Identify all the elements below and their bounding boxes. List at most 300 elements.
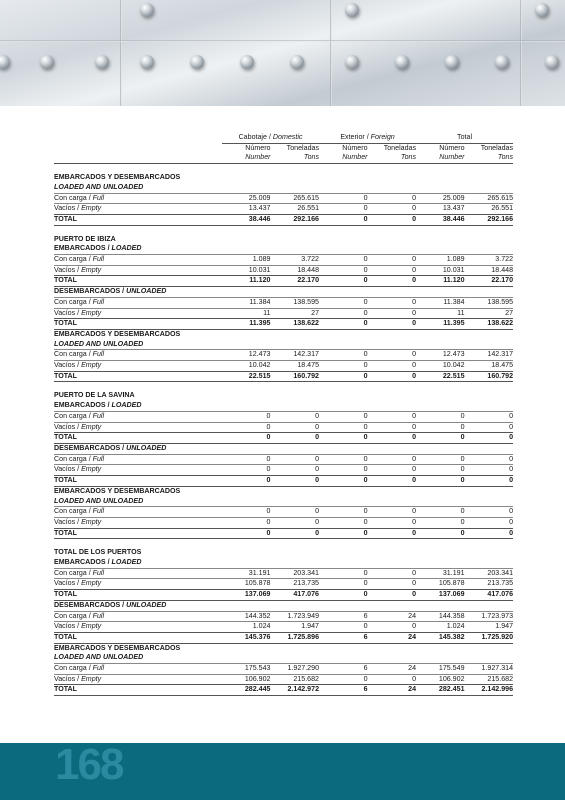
cell-value: 417.076 [465,590,514,601]
row-label: TOTAL [54,276,222,287]
total-row [54,371,513,382]
table-row [54,361,513,372]
section-heading-row [54,235,513,245]
section-heading: EMBARCADOS Y DESEMBARCADOS [54,173,181,182]
cell-value: 11.395 [222,319,271,330]
cell-value: 11.384 [416,297,465,308]
cell-value: 203.341 [465,568,514,579]
cell-value: 11.120 [222,276,271,287]
table-body [54,173,513,696]
cell-value: 0 [319,465,368,476]
cell-value: 0 [271,528,320,539]
cell-value: 175.549 [416,664,465,675]
section-heading: EMBARCADOS / LOADED [54,401,142,410]
col-header: Toneladas [383,143,417,152]
col-header: Toneladas [286,143,320,152]
cell-value: 0 [368,590,417,601]
cell-value: 31.191 [416,568,465,579]
row-label: Vacíos / Empty [54,422,222,433]
cell-value: 0 [416,411,465,422]
cell-value: 6 [319,632,368,643]
table-row [54,193,513,204]
cell-value: 0 [319,454,368,465]
cell-value: 0 [368,568,417,579]
cell-value: 282.451 [416,685,465,696]
col-header-en: Number [222,153,271,163]
cell-value: 0 [319,517,368,528]
cell-value: 0 [416,528,465,539]
total-row [54,685,513,696]
cell-value: 213.735 [465,579,514,590]
cell-value: 31.191 [222,568,271,579]
cell-value: 0 [319,276,368,287]
cell-value: 0 [319,371,368,382]
cell-value: 11.384 [222,297,271,308]
cell-value: 0 [368,255,417,266]
table-row [54,465,513,476]
rivet-icon [545,55,559,69]
cell-value: 0 [319,214,368,225]
rivet-icon [190,55,204,69]
total-row [54,319,513,330]
cell-value: 0 [465,465,514,476]
cell-value: 0 [319,674,368,685]
cell-value: 6 [319,664,368,675]
spacer-row [54,382,513,392]
section-heading-row [54,391,513,401]
row-label: Vacíos / Empty [54,579,222,590]
cell-value: 105.878 [222,579,271,590]
cell-value: 24 [368,664,417,675]
table-row [54,517,513,528]
row-label: Con carga / Full [54,664,222,675]
section-heading-row [54,548,513,558]
cell-value: 1.947 [465,622,514,633]
cell-value: 0 [319,422,368,433]
cell-value: 0 [319,193,368,204]
cell-value: 138.595 [271,297,320,308]
table-row [54,568,513,579]
cell-value: 0 [465,433,514,444]
col-header-en: Number [416,153,465,163]
cell-value: 0 [368,319,417,330]
rivet-icon [0,55,10,69]
cell-value: 3.722 [465,255,514,266]
total-row [54,476,513,487]
section-heading: EMBARCADOS / LOADED [54,558,142,567]
cell-value: 0 [319,590,368,601]
cell-value: 0 [271,465,320,476]
cell-value: 26.551 [465,204,514,215]
cell-value: 11.395 [416,319,465,330]
col-header-en: Tons [465,153,514,163]
cell-value: 0 [271,433,320,444]
cell-value: 0 [271,517,320,528]
cell-value: 0 [319,361,368,372]
row-label: TOTAL [54,371,222,382]
statistics-table-container [54,133,513,696]
section-heading-row [54,340,513,350]
cell-value: 0 [416,433,465,444]
section-heading-row [54,443,513,454]
table-row [54,611,513,622]
cell-value: 13.437 [222,204,271,215]
section-heading-row [54,244,513,254]
table-row [54,204,513,215]
row-label: Con carga / Full [54,411,222,422]
row-label: Vacíos / Empty [54,465,222,476]
cell-value: 0 [319,265,368,276]
cell-value: 0 [319,568,368,579]
cell-value: 138.595 [465,297,514,308]
total-row [54,433,513,444]
cell-value: 0 [319,528,368,539]
table-row [54,255,513,266]
rivet-icon [495,55,509,69]
cell-value: 0 [368,422,417,433]
cell-value: 10.031 [222,265,271,276]
cell-value: 0 [368,276,417,287]
cell-value: 417.076 [271,590,320,601]
cell-value: 138.622 [465,319,514,330]
cell-value: 10.031 [416,265,465,276]
cell-value: 0 [368,476,417,487]
total-row [54,632,513,643]
cell-value: 0 [368,350,417,361]
cell-value: 0 [222,476,271,487]
cell-value: 22.170 [465,276,514,287]
cell-value: 24 [368,632,417,643]
rivet-icon [95,55,109,69]
cell-value: 0 [222,507,271,518]
cell-value: 0 [368,465,417,476]
cell-value: 0 [319,507,368,518]
group-foreign: Exterior / Foreign [319,133,416,143]
group-domestic: Cabotaje / Domestic [222,133,319,143]
cell-value: 1.024 [222,622,271,633]
spacer-row [54,225,513,235]
cell-value: 0 [368,433,417,444]
cell-value: 0 [271,476,320,487]
cell-value: 0 [368,204,417,215]
row-label: TOTAL [54,214,222,225]
header-metal-banner [0,0,565,106]
table-row [54,507,513,518]
cell-value: 0 [222,528,271,539]
row-label: Vacíos / Empty [54,674,222,685]
cell-value: 0 [319,308,368,319]
cell-value: 106.902 [416,674,465,685]
panel-seam [520,0,522,106]
cell-value: 142.317 [271,350,320,361]
col-header: Número [342,143,368,152]
cell-value: 13.437 [416,204,465,215]
rivet-icon [140,3,154,17]
cell-value: 0 [368,579,417,590]
cell-value: 18.475 [271,361,320,372]
cell-value: 0 [368,214,417,225]
cell-value: 144.358 [416,611,465,622]
table-row [54,422,513,433]
cell-value: 0 [368,674,417,685]
cell-value: 2.142.972 [271,685,320,696]
cell-value: 160.792 [271,371,320,382]
section-heading: LOADED AND UNLOADED [54,182,144,191]
rivet-icon [290,55,304,69]
rivet-icon [445,55,459,69]
cell-value: 0 [319,411,368,422]
row-label: TOTAL [54,632,222,643]
cell-value: 0 [271,422,320,433]
cell-value: 0 [222,411,271,422]
rivet-icon [395,55,409,69]
cell-value: 0 [416,507,465,518]
table-row [54,411,513,422]
page-number: 168 [55,740,123,789]
section-heading: TOTAL DE LOS PUERTOS [54,548,142,557]
cell-value: 24 [368,685,417,696]
col-header-en: Number [319,153,368,163]
table-row [54,265,513,276]
cell-value: 6 [319,611,368,622]
rivet-icon [40,55,54,69]
cell-value: 0 [319,579,368,590]
cell-value: 0 [368,308,417,319]
section-heading-row [54,600,513,611]
cell-value: 265.615 [271,193,320,204]
cell-value: 0 [271,411,320,422]
row-label: Vacíos / Empty [54,204,222,215]
row-label: Con carga / Full [54,611,222,622]
cell-value: 1.927.290 [271,664,320,675]
cell-value: 27 [465,308,514,319]
section-heading: DESEMBARCADOS / UNLOADED [54,443,167,452]
cell-value: 0 [368,411,417,422]
section-heading: LOADED AND UNLOADED [54,496,144,505]
port-traffic-table [54,133,513,696]
column-header-en-row [54,153,513,163]
cell-value: 0 [368,454,417,465]
cell-value: 0 [368,297,417,308]
cell-value: 27 [271,308,320,319]
cell-value: 38.446 [416,214,465,225]
section-heading-row [54,401,513,411]
section-heading-row [54,558,513,568]
cell-value: 160.792 [465,371,514,382]
cell-value: 2.142.996 [465,685,514,696]
cell-value: 0 [222,433,271,444]
panel-seam [330,0,332,106]
cell-value: 215.682 [465,674,514,685]
row-label: Con carga / Full [54,568,222,579]
cell-value: 142.317 [465,350,514,361]
cell-value: 0 [271,454,320,465]
cell-value: 1.723.973 [465,611,514,622]
cell-value: 0 [416,422,465,433]
section-heading: LOADED AND UNLOADED [54,339,144,348]
page-footer-band [0,740,565,800]
cell-value: 145.382 [416,632,465,643]
column-header-es-row [54,143,513,153]
cell-value: 0 [368,371,417,382]
table-row [54,664,513,675]
rivet-icon [240,55,254,69]
cell-value: 0 [319,255,368,266]
cell-value: 24 [368,611,417,622]
cell-value: 0 [368,265,417,276]
cell-value: 0 [319,319,368,330]
section-heading: LOADED AND UNLOADED [54,653,144,662]
cell-value: 1.089 [222,255,271,266]
cell-value: 18.475 [465,361,514,372]
cell-value: 0 [222,454,271,465]
cell-value: 0 [222,465,271,476]
row-label: Vacíos / Empty [54,361,222,372]
row-label: TOTAL [54,685,222,696]
cell-value: 105.878 [416,579,465,590]
col-header: Número [439,143,465,152]
col-header: Número [245,143,271,152]
row-label: Con carga / Full [54,507,222,518]
panel-seam [120,0,122,106]
section-heading: EMBARCADOS Y DESEMBARCADOS [54,329,181,338]
cell-value: 138.622 [271,319,320,330]
panel-seam [0,40,565,42]
cell-value: 265.615 [465,193,514,204]
cell-value: 0 [368,507,417,518]
total-row [54,590,513,601]
cell-value: 0 [465,528,514,539]
cell-value: 10.042 [222,361,271,372]
cell-value: 0 [368,193,417,204]
cell-value: 18.448 [465,265,514,276]
section-heading-row [54,653,513,663]
cell-value: 10.042 [416,361,465,372]
cell-value: 25.009 [222,193,271,204]
cell-value: 1.089 [416,255,465,266]
cell-value: 11 [416,308,465,319]
row-label: Con carga / Full [54,454,222,465]
cell-value: 0 [319,433,368,444]
cell-value: 145.376 [222,632,271,643]
table-row [54,297,513,308]
cell-value: 6 [319,685,368,696]
table-row [54,454,513,465]
row-label: Con carga / Full [54,193,222,204]
cell-value: 106.902 [222,674,271,685]
cell-value: 38.446 [222,214,271,225]
cell-value: 25.009 [416,193,465,204]
cell-value: 11 [222,308,271,319]
cell-value: 137.069 [222,590,271,601]
cell-value: 1.927.314 [465,664,514,675]
total-row [54,214,513,225]
cell-value: 26.551 [271,204,320,215]
rivet-icon [535,3,549,17]
cell-value: 0 [222,517,271,528]
section-heading-row [54,497,513,507]
row-label: Vacíos / Empty [54,517,222,528]
cell-value: 0 [368,517,417,528]
cell-value: 22.170 [271,276,320,287]
cell-value: 0 [222,422,271,433]
cell-value: 0 [319,204,368,215]
cell-value: 0 [319,297,368,308]
cell-value: 22.515 [416,371,465,382]
row-label: Con carga / Full [54,297,222,308]
cell-value: 3.722 [271,255,320,266]
table-row [54,308,513,319]
cell-value: 0 [465,476,514,487]
table-row [54,579,513,590]
section-heading: EMBARCADOS Y DESEMBARCADOS [54,486,181,495]
cell-value: 22.515 [222,371,271,382]
row-label: Con carga / Full [54,350,222,361]
cell-value: 203.341 [271,568,320,579]
section-heading: EMBARCADOS Y DESEMBARCADOS [54,643,181,652]
row-label: Vacíos / Empty [54,308,222,319]
cell-value: 292.166 [271,214,320,225]
col-header: Toneladas [480,143,514,152]
row-label: TOTAL [54,319,222,330]
cell-value: 137.069 [416,590,465,601]
cell-value: 1.723.949 [271,611,320,622]
cell-value: 0 [465,454,514,465]
cell-value: 0 [465,411,514,422]
cell-value: 12.473 [416,350,465,361]
row-label: TOTAL [54,476,222,487]
rivet-icon [345,55,359,69]
section-heading-row [54,183,513,193]
table-row [54,674,513,685]
cell-value: 0 [416,465,465,476]
section-heading: EMBARCADOS / LOADED [54,244,142,253]
cell-value: 282.445 [222,685,271,696]
col-header-en: Tons [368,153,417,163]
cell-value: 0 [465,507,514,518]
cell-value: 0 [368,528,417,539]
section-heading-row [54,643,513,653]
cell-value: 0 [368,622,417,633]
cell-value: 0 [416,454,465,465]
cell-value: 0 [416,517,465,528]
cell-value: 0 [319,622,368,633]
cell-value: 0 [465,422,514,433]
cell-value: 144.352 [222,611,271,622]
cell-value: 1.024 [416,622,465,633]
section-heading: PUERTO DE IBIZA [54,234,116,243]
cell-value: 12.473 [222,350,271,361]
cell-value: 0 [465,517,514,528]
row-label: TOTAL [54,433,222,444]
row-label: Vacíos / Empty [54,622,222,633]
section-heading: DESEMBARCADOS / UNLOADED [54,287,167,296]
total-row [54,528,513,539]
cell-value: 0 [319,350,368,361]
spacer-row [54,539,513,549]
cell-value: 0 [319,476,368,487]
cell-value: 292.166 [465,214,514,225]
section-heading: PUERTO DE LA SAVINA [54,391,135,400]
group-header-row [54,133,513,143]
cell-value: 0 [271,507,320,518]
rivet-icon [140,55,154,69]
rivet-icon [345,3,359,17]
section-heading: DESEMBARCADOS / UNLOADED [54,600,167,609]
cell-value: 0 [416,476,465,487]
cell-value: 1.947 [271,622,320,633]
cell-value: 11.120 [416,276,465,287]
